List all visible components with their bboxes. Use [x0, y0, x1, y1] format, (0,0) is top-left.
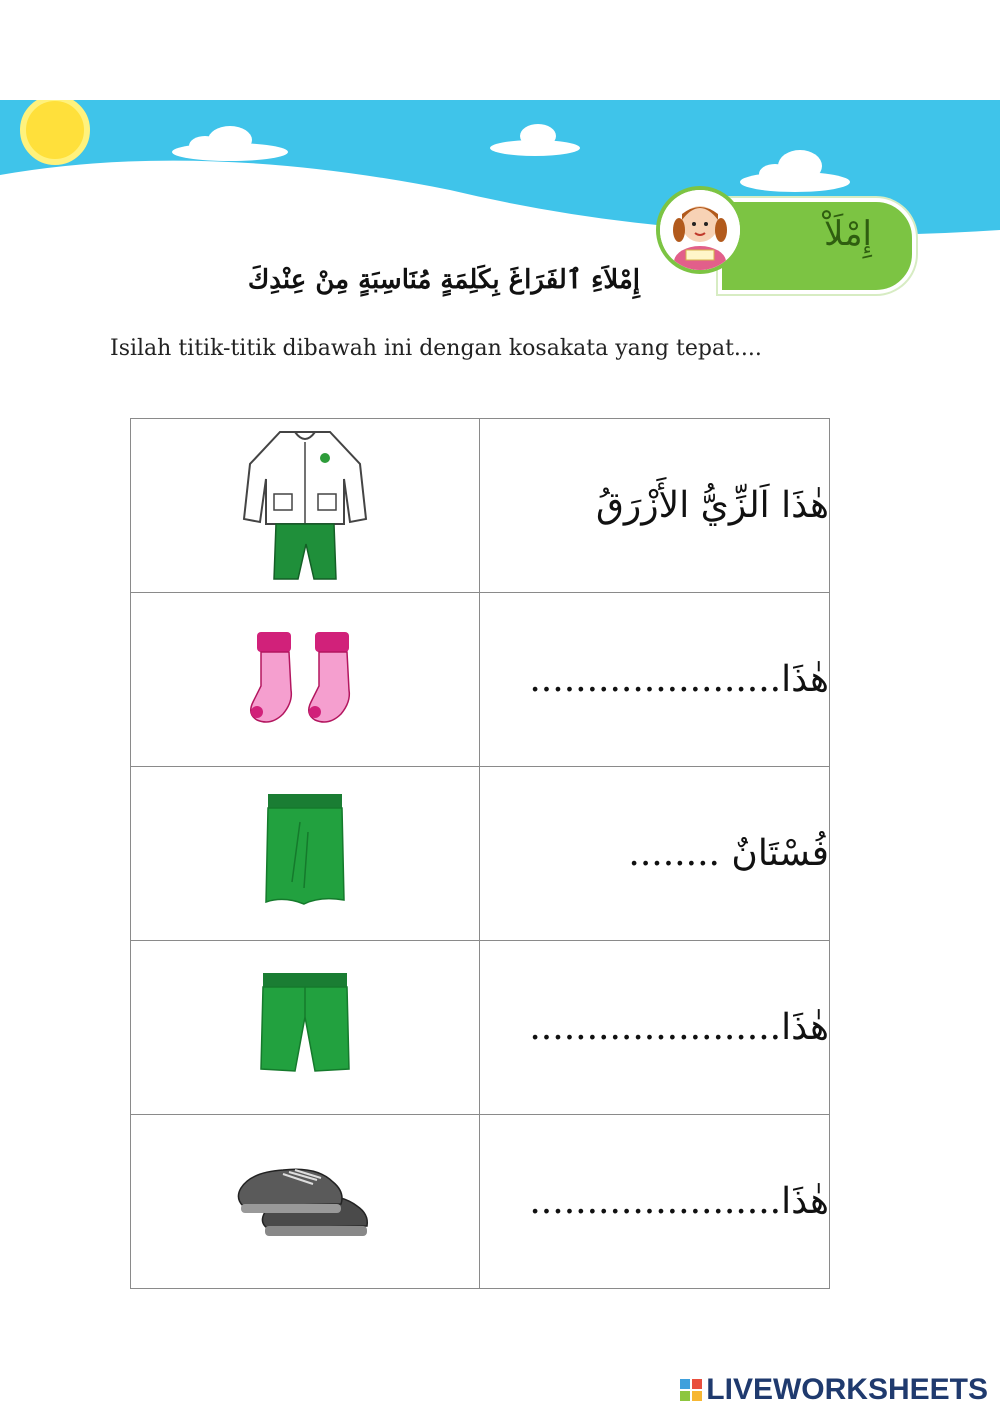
badge-label: إِمْلَاْ [824, 214, 872, 254]
table-row [131, 1115, 830, 1289]
picture-cell [131, 1115, 480, 1289]
girl-reading-avatar [656, 186, 744, 274]
shoes-icon [235, 1150, 375, 1250]
answer-cell: هٰذَا...................... [479, 593, 829, 767]
socks-icon [245, 628, 365, 728]
answer-cell: هٰذَا اَلزِّيُّ الأَزْرَقُ [479, 419, 829, 593]
liveworksheets-logo [680, 1373, 988, 1407]
table-row [131, 593, 830, 767]
worksheet-table [130, 418, 830, 1289]
picture-cell [131, 419, 480, 593]
table-row [131, 419, 830, 593]
answer-cell: فُسْتَانٌ ........ [479, 767, 829, 941]
sun-icon [23, 100, 87, 162]
answer-cell: هٰذَا...................... [479, 941, 829, 1115]
uniform-icon [240, 424, 370, 584]
picture-cell [131, 767, 480, 941]
picture-cell [131, 941, 480, 1115]
instruction-arabic: إِمْلاَءِ ٱلفَرَاغَ بِكَلِمَةٍ مُنَاسِبَةٍ مِنْ عِنْدِكَ [247, 265, 640, 295]
answer-cell: هٰذَا...................... [479, 1115, 829, 1289]
instruction-indonesian: Isilah titik-titik dibawah ini dengan kosakata yang tepat.... [110, 336, 762, 361]
liveworksheets-icon [680, 1379, 702, 1401]
table-row [131, 941, 830, 1115]
table-row [131, 767, 830, 941]
picture-cell [131, 593, 480, 767]
shorts-icon [255, 971, 355, 1081]
section-badge [718, 198, 916, 294]
skirt-icon [260, 792, 350, 912]
footer-brand: LIVEWORKSHEETS [706, 1373, 988, 1406]
